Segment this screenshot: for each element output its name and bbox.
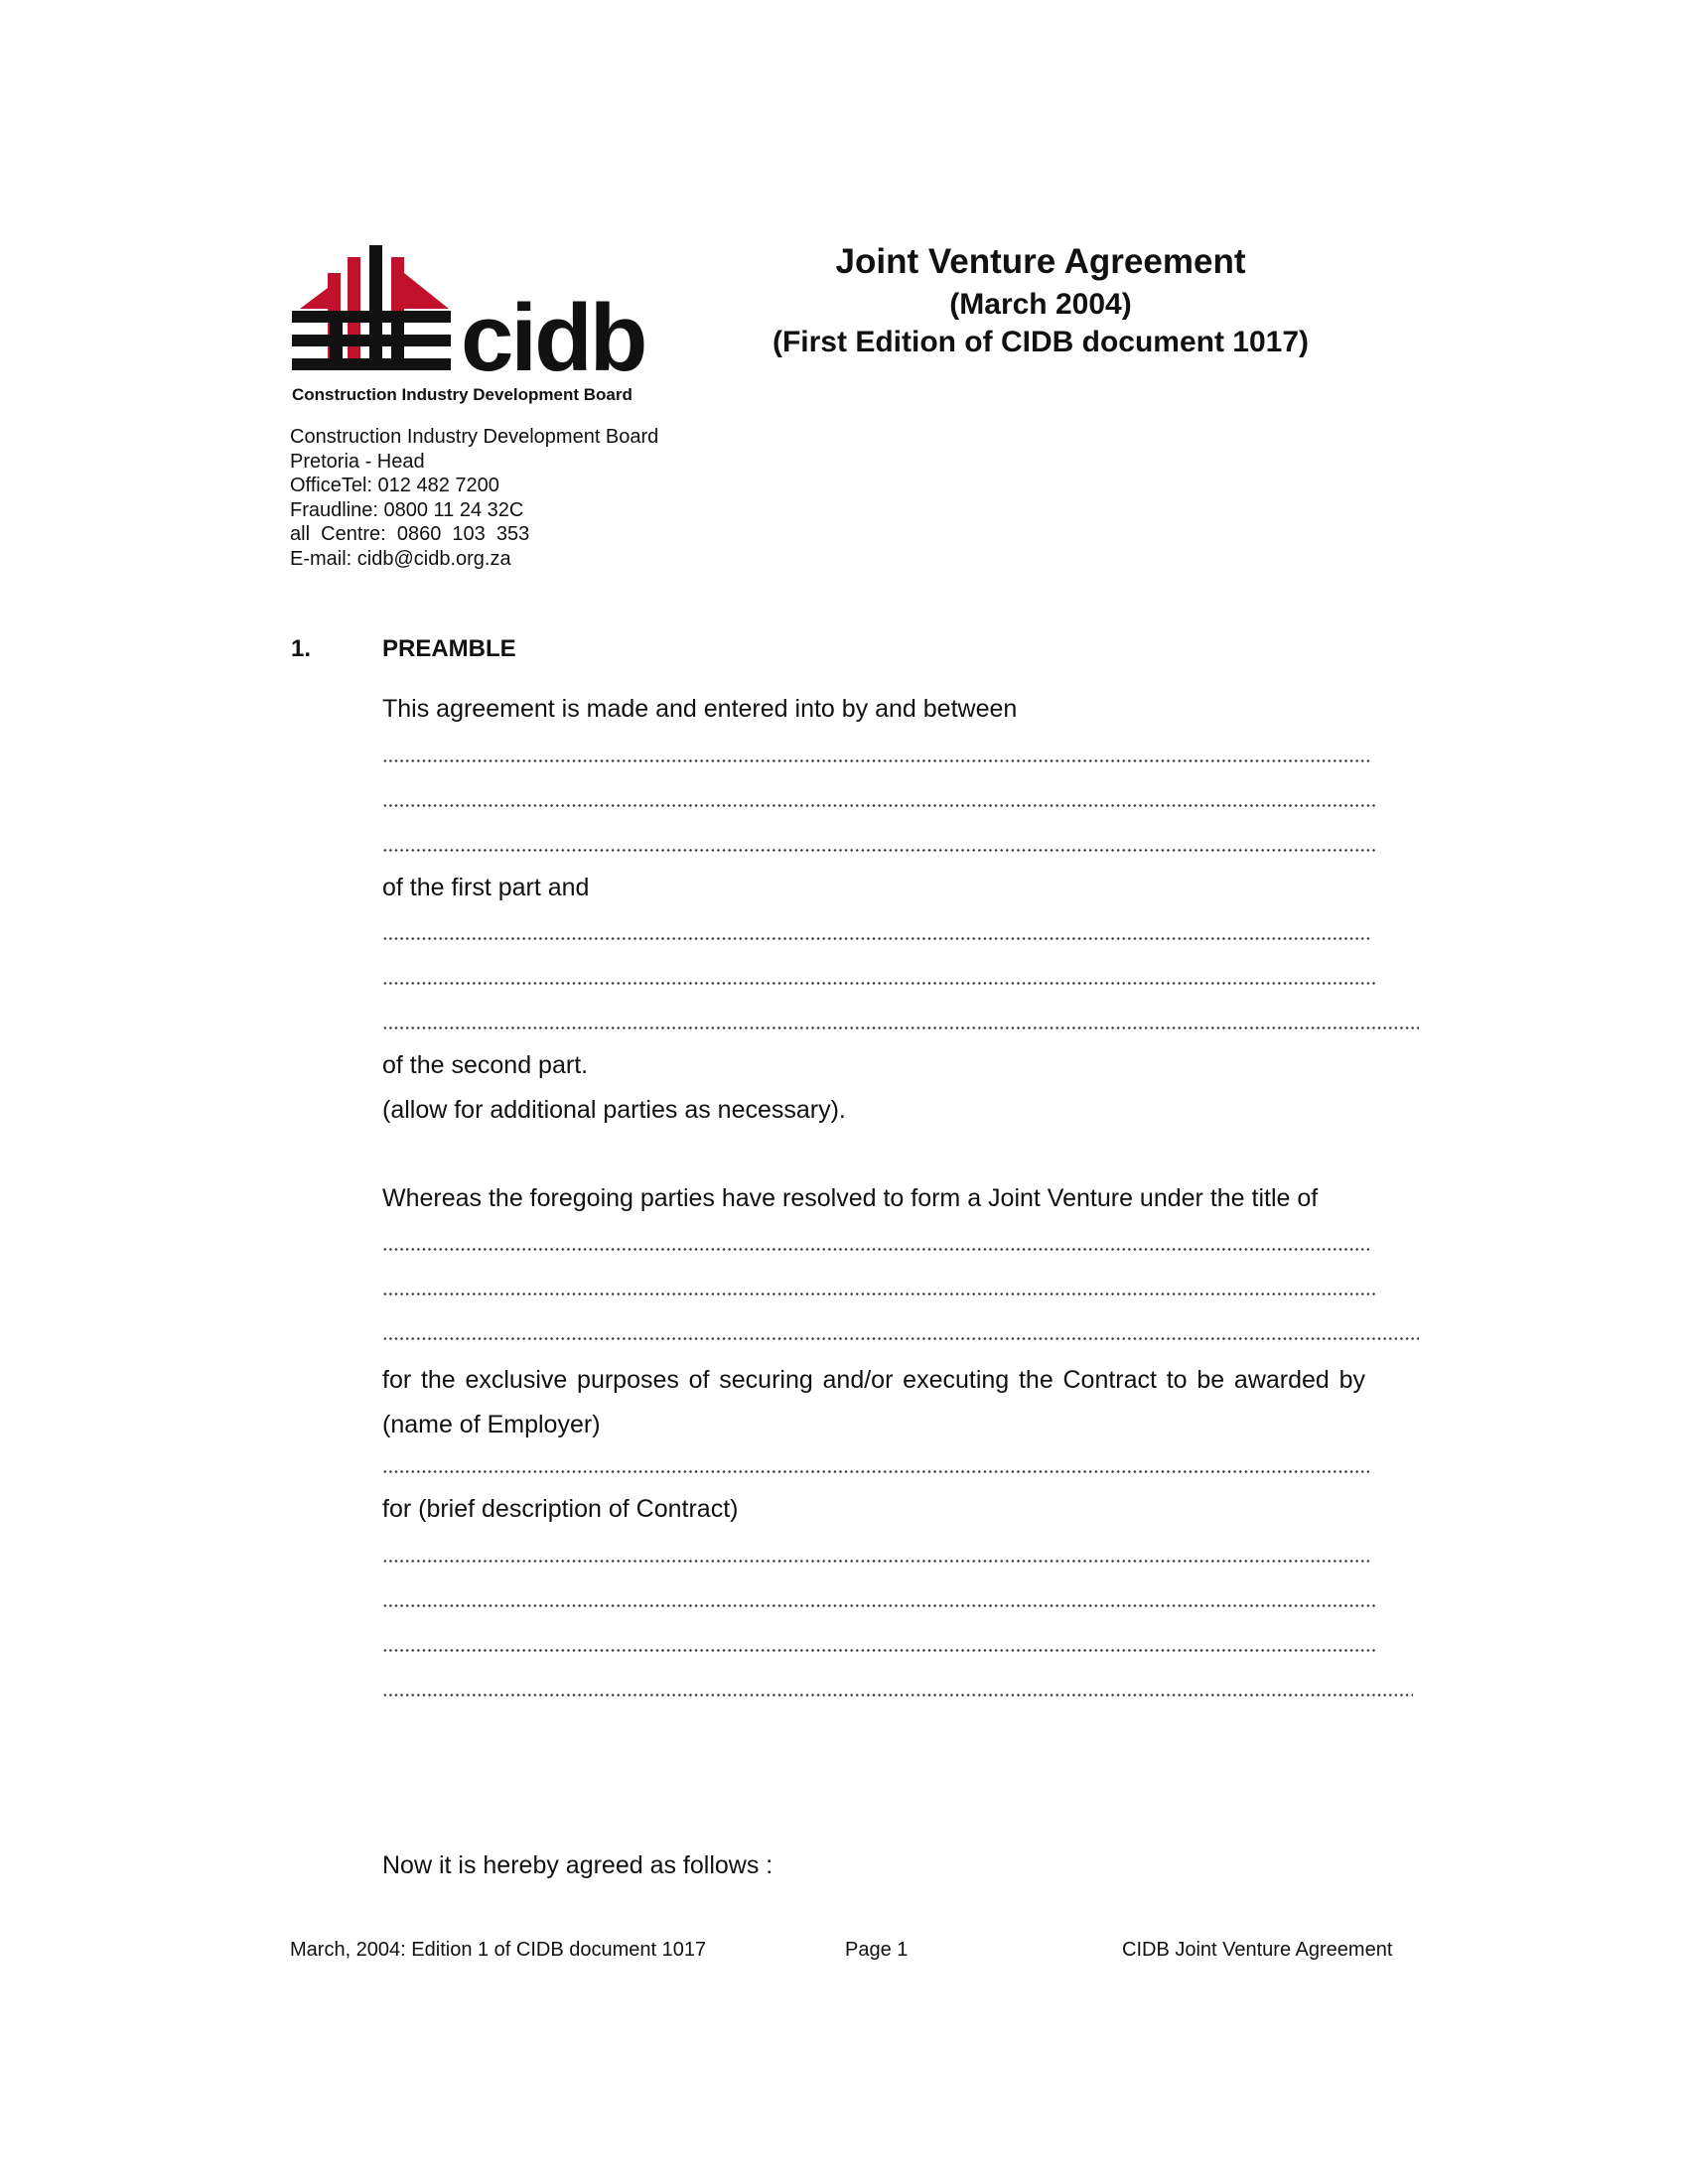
contract-line-4[interactable] [382,1694,1413,1697]
jv-title-line-2[interactable] [382,1293,1375,1296]
section-heading: PREAMBLE [382,635,516,662]
contract-line-3[interactable] [382,1649,1375,1652]
party-two-line-1[interactable] [382,937,1369,940]
party-two-line-3[interactable] [382,1026,1419,1029]
cidb-logo [290,243,677,407]
cidb-logo-mark [290,243,677,407]
document-title: Joint Venture Agreement [835,242,1246,281]
document-header [675,239,1406,360]
contact-email: E-mail: cidb@cidb.org.za [290,547,511,570]
contract-line-1[interactable] [382,1560,1369,1563]
contact-location: Pretoria - Head [290,450,425,473]
contact-block [290,425,658,572]
document-date: (March 2004) [949,288,1132,321]
jv-title-line-3[interactable] [382,1337,1419,1340]
employer-line[interactable] [382,1470,1369,1473]
party-one-line-1[interactable] [382,759,1369,762]
footer-doc-name: CIDB Joint Venture Agreement [1122,1939,1393,1961]
contract-description-text: for (brief description of Contract) [382,1495,739,1523]
intro-text: This agreement is made and entered into by and between [382,695,1018,723]
contact-fraudline: Fraudline: 0800 11 24 32C [290,498,524,521]
party-two-line-2[interactable] [382,982,1375,985]
party-one-line-2[interactable] [382,804,1375,807]
footer-edition: March, 2004: Edition 1 of CIDB document 1017 [290,1939,707,1961]
document-edition: (First Edition of CIDB document 1017) [772,326,1310,358]
additional-parties-text: (allow for additional parties as necessary). [382,1096,846,1124]
contact-office-tel: OfficeTel: 012 482 7200 [290,475,499,497]
agreed-text: Now it is hereby agreed as follows : [382,1851,774,1879]
contract-line-2[interactable] [382,1604,1375,1607]
contact-call-centre: all Centre: 0860 103 353 [290,523,530,546]
purpose-text: for the exclusive purposes of securing and/or executing the Contract to be awarded by (name of Employer) [382,1366,1365,1438]
second-part-text: of the second part. [382,1051,589,1079]
whereas-text: Whereas the foregoing parties have resolved to form a Joint Venture under the title of [382,1184,1319,1212]
jv-title-line-1[interactable] [382,1248,1369,1251]
footer-page-number: Page 1 [845,1939,909,1961]
party-one-line-3[interactable] [382,849,1375,852]
section-number: 1. [291,635,312,662]
cidb-wordmark: cidb [461,285,645,391]
first-part-text: of the first part and [382,874,590,901]
contact-org-name: Construction Industry Development Board [290,426,659,448]
cidb-tagline: Construction Industry Development Board [292,385,633,404]
